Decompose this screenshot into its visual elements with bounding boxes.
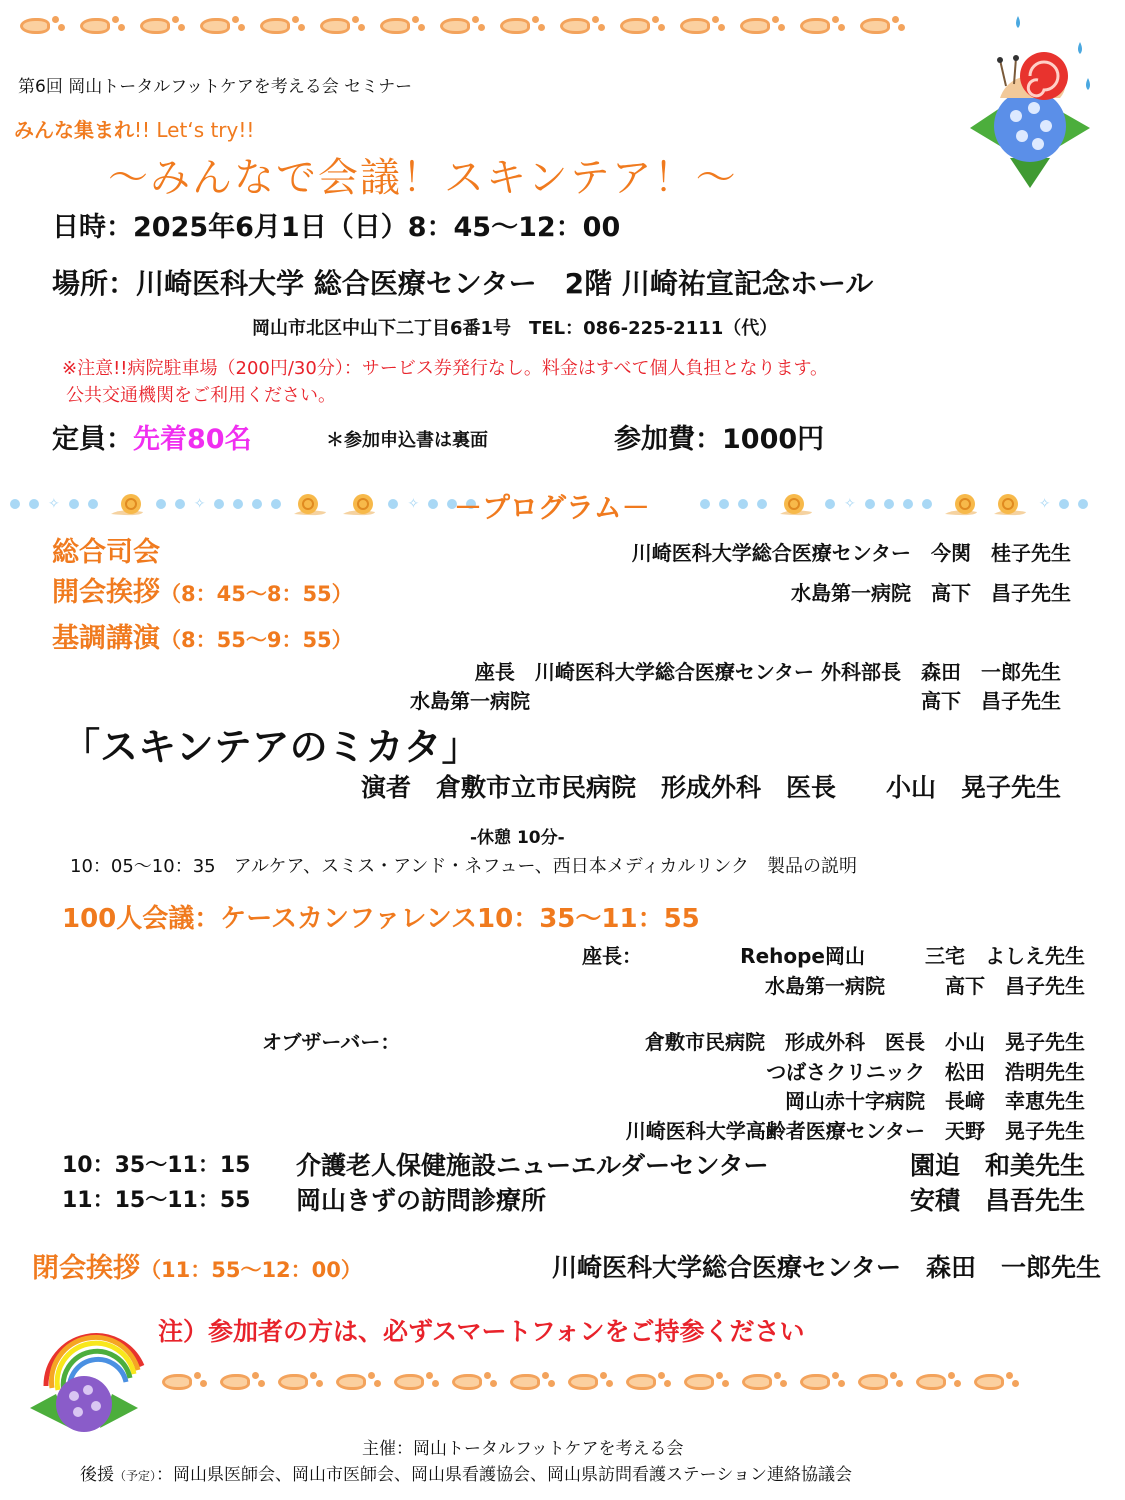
bottom-footprints-decoration [162, 1370, 1020, 1394]
capacity-value: 先着80名 [133, 424, 252, 455]
snail-icon [339, 490, 379, 518]
footprint-icon [626, 1370, 672, 1394]
opening-time: （8：45～8：55） [160, 582, 353, 606]
moderator-label: 総合司会 [52, 537, 160, 568]
footprint-icon [684, 1370, 730, 1394]
closing-speaker: 川崎医科大学総合医療センター 森田 一郎先生 [551, 1253, 1101, 1282]
case-1-org: 介護老人保健施設ニューエルダーセンター [296, 1151, 769, 1180]
snail-icon [290, 490, 330, 518]
page-title: ～みんなで会議！スキンテア！～ [108, 155, 738, 201]
footprint-icon [680, 14, 726, 38]
observer-2: つばさクリニック 松田 浩明先生 [766, 1060, 1085, 1084]
event-venue: 場所：川崎医科大学 総合医療センター 2階 川崎祐宣記念ホール [52, 267, 874, 300]
footprint-icon [260, 14, 306, 38]
footprint-icon [220, 1370, 266, 1394]
footprint-icon [800, 14, 846, 38]
observer-4: 川崎医科大学高齢者医療センター 天野 晃子先生 [625, 1119, 1085, 1143]
keynote [52, 616, 353, 655]
footprint-icon [278, 1370, 324, 1394]
footprint-icon [510, 1370, 556, 1394]
footprint-icon [80, 14, 126, 38]
closing-greeting [32, 1246, 362, 1285]
footprint-icon [394, 1370, 440, 1394]
observer-label: オブザーバー： [262, 1030, 401, 1054]
footprint-icon [380, 14, 426, 38]
capacity [52, 417, 252, 456]
snail-icon [941, 490, 981, 518]
organizer: 主催：岡山トータルフットケアを考える会 [362, 1439, 684, 1459]
keynote-speaker: 演者 倉敷市立市民病院 形成外科 医長 小山 晃子先生 [360, 773, 1061, 802]
footprint-icon [500, 14, 546, 38]
opening-label: 開会挨拶 [52, 577, 160, 608]
footprint-icon [336, 1370, 382, 1394]
footprint-icon [452, 1370, 498, 1394]
program-divider-right: ✧ ✧ [700, 490, 1088, 518]
rainbow-hydrangea-illustration [26, 1316, 146, 1436]
catchphrase-jp: みんな集まれ [14, 118, 134, 142]
footprint-icon [858, 1370, 904, 1394]
case-2-time: 11：15～11：55 [62, 1188, 251, 1213]
product-session: 10：05～10：35 アルケア、スミス・アンド・ネフュー、西日本メディカルリンク 製品の説明 [70, 856, 857, 877]
top-footprints-decoration [20, 14, 906, 38]
keynote-label: 基調講演 [52, 623, 160, 654]
footprint-icon [742, 1370, 788, 1394]
case-1-time: 10：35～11：15 [62, 1153, 251, 1178]
smartphone-notice: 注）参加者の方は、必ずスマートフォンをご持参ください [158, 1317, 805, 1346]
keynote-chair-1: 座長 川崎医科大学総合医療センター 外科部長 森田 一郎先生 [474, 660, 1061, 684]
program-heading: －プログラム－ [454, 491, 650, 524]
supporters [80, 1460, 852, 1485]
opening-greeting [52, 570, 353, 609]
catchphrase-en: !! Let‘s try!! [134, 118, 255, 142]
participation-fee: 参加費：1000円 [614, 424, 825, 455]
moderator-name: 川崎医科大学総合医療センター 今関 桂子先生 [631, 541, 1071, 565]
opening-speaker: 水島第一病院 高下 昌子先生 [791, 581, 1071, 605]
footprint-icon [140, 14, 186, 38]
footprint-icon [568, 1370, 614, 1394]
case-1-presenter: 園迫 和美先生 [909, 1151, 1085, 1180]
conference-chair-2: 水島第一病院 高下 昌子先生 [765, 974, 1085, 998]
keynote-chair-2-org: 水島第一病院 [410, 689, 530, 713]
footprint-icon [740, 14, 786, 38]
conference-chair-label: 座長： [582, 944, 642, 968]
snail-hydrangea-illustration [960, 8, 1100, 188]
footprint-icon [800, 1370, 846, 1394]
keynote-title: 「スキンテアのミカタ」 [62, 725, 480, 769]
footprint-icon [20, 14, 66, 38]
footprint-icon [440, 14, 486, 38]
application-note: ＊参加申込書は裏面 [326, 430, 488, 451]
footprint-icon [916, 1370, 962, 1394]
event-series-title: 第6回 岡山トータルフットケアを考える会 セミナー [18, 77, 413, 97]
footprint-icon [860, 14, 906, 38]
closing-time: （11：55～12：00） [140, 1258, 362, 1282]
keynote-chair-2-name: 高下 昌子先生 [921, 689, 1061, 713]
footprint-icon [974, 1370, 1020, 1394]
program-divider-left: ✧ ✧ ✧ [10, 490, 476, 518]
footprint-icon [200, 14, 246, 38]
transport-notice: 公共交通機関をご利用ください。 [66, 385, 336, 406]
snail-icon [107, 490, 147, 518]
parking-notice: ※注意!!病院駐車場（200円/30分）：サービス券発行なし。料金はすべて個人負担となります。 [62, 358, 829, 379]
snail-icon [776, 490, 816, 518]
case-2-presenter: 安積 昌吾先生 [909, 1186, 1085, 1215]
supporters-list: ：岡山県医師会、岡山市医師会、岡山県看護協会、岡山県訪問看護ステーション連絡協議会 [156, 1465, 852, 1485]
footprint-icon [162, 1370, 208, 1394]
break-notice: -休憩 10分- [470, 828, 565, 848]
capacity-label: 定員： [52, 424, 133, 455]
case-2-org: 岡山きずの訪問診療所 [296, 1186, 547, 1215]
venue-address: 岡山市北区中山下二丁目6番1号 TEL：086-225-2111（代） [252, 318, 778, 339]
supporters-tentative: （予定） [114, 1469, 157, 1483]
observer-1: 倉敷市民病院 形成外科 医長 小山 晃子先生 [645, 1030, 1085, 1054]
snail-icon [990, 490, 1030, 518]
closing-label: 閉会挨拶 [32, 1253, 140, 1284]
conference-chair-1: Rehope岡山 三宅 よしえ先生 [740, 944, 1085, 968]
catchphrase [14, 114, 254, 143]
conference-title: 100人会議：ケースカンファレンス10：35～11：55 [62, 904, 700, 934]
footprint-icon [320, 14, 366, 38]
supporters-prefix: 後援 [80, 1465, 114, 1485]
keynote-time: （8：55～9：55） [160, 628, 353, 652]
footprint-icon [620, 14, 666, 38]
footprint-icon [560, 14, 606, 38]
observer-3: 岡山赤十字病院 長﨑 幸恵先生 [785, 1089, 1085, 1113]
event-datetime: 日時：2025年6月1日（日）8：45～12：00 [52, 212, 621, 243]
